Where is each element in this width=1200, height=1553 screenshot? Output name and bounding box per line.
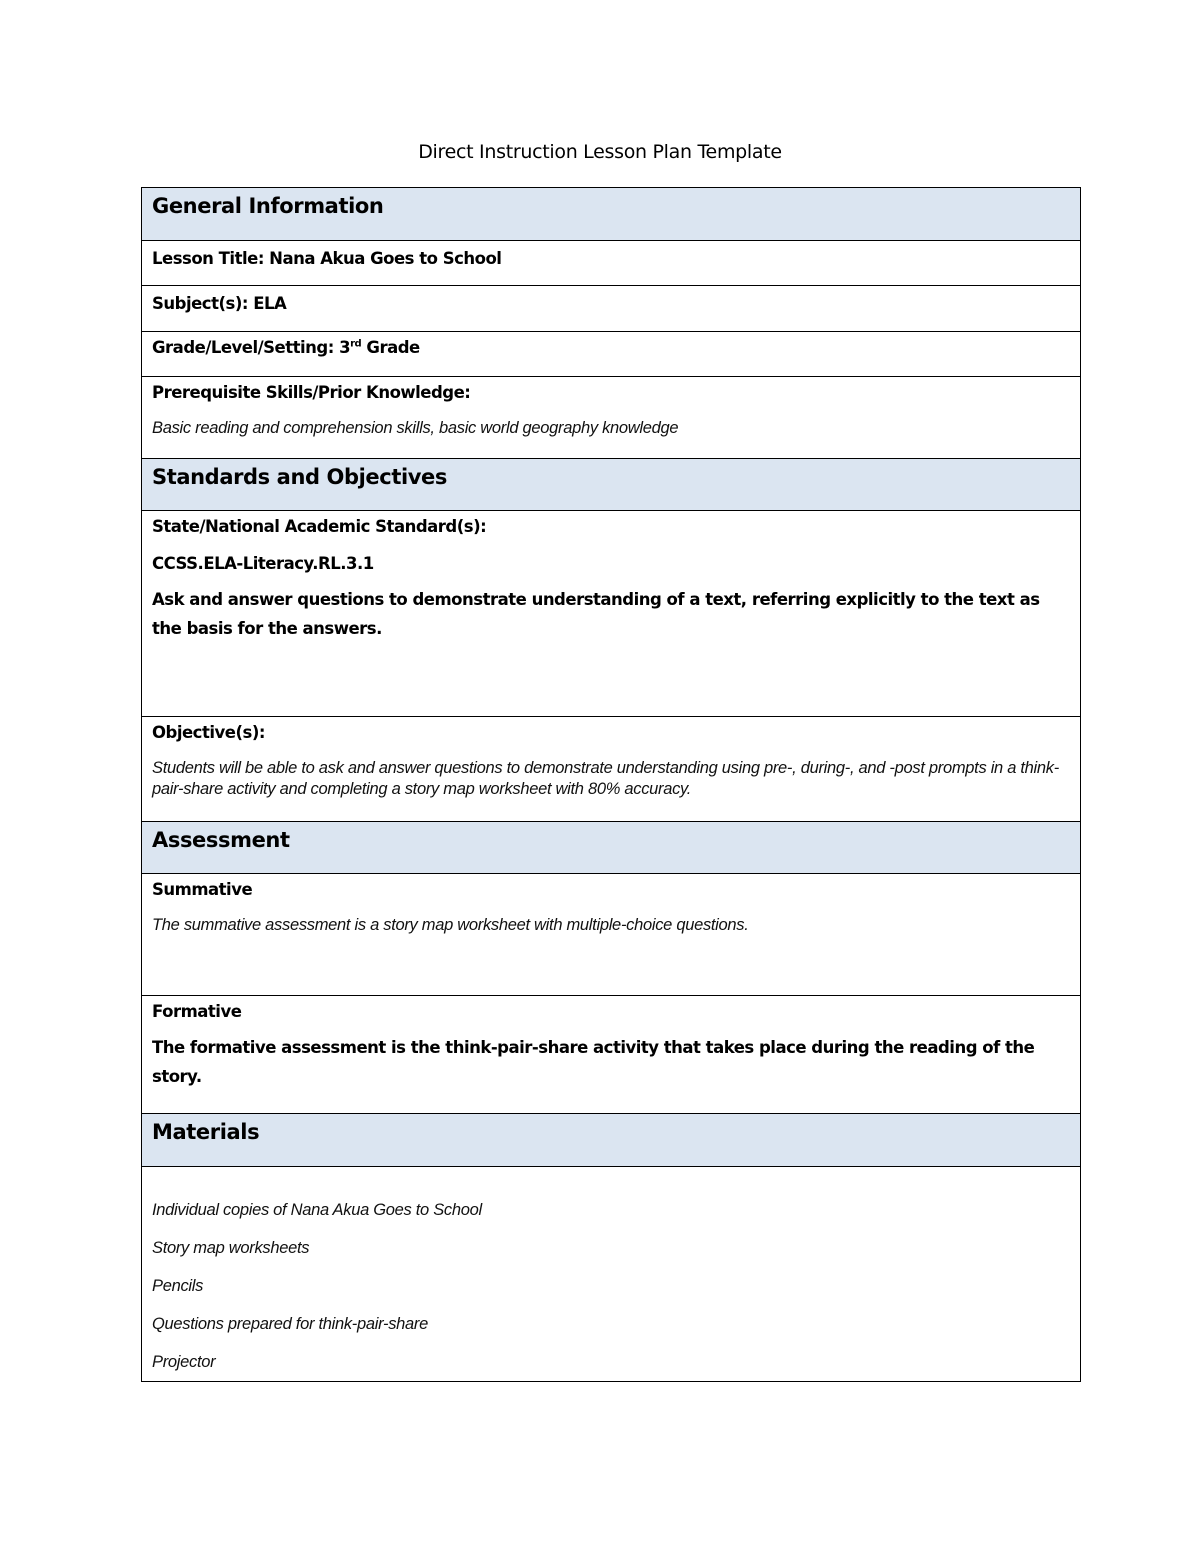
standard-label: State/National Academic Standard(s):: [152, 517, 487, 536]
section-assessment: [142, 822, 1080, 874]
section-heading: General Information: [152, 194, 384, 218]
grade-suffix: Grade: [361, 338, 420, 357]
material-item: Pencils: [152, 1277, 204, 1295]
standard-text: Ask and answer questions to demonstrate understanding of a text, referring explicitly to the text as the basis for the answers.: [152, 590, 1040, 638]
material-item: Individual copies of Nana Akua Goes to School: [152, 1201, 482, 1219]
prerequisite-label: Prerequisite Skills/Prior Knowledge:: [152, 383, 471, 402]
section-standards-objectives: [142, 459, 1080, 511]
grade-prefix: Grade/Level/Setting: 3: [152, 338, 351, 357]
section-heading: Standards and Objectives: [152, 465, 447, 489]
lesson-title: Lesson Title: Nana Akua Goes to School: [152, 249, 502, 268]
materials-row: [142, 1167, 1080, 1381]
formative-label: Formative: [152, 1002, 242, 1021]
subjects: Subject(s): ELA: [152, 294, 287, 313]
material-item: Questions prepared for think-pair-share: [152, 1315, 428, 1333]
material-item: Story map worksheets: [152, 1239, 310, 1257]
lesson-title-row: [142, 241, 1080, 286]
objectives-label: Objective(s):: [152, 723, 265, 742]
prerequisite-text: Basic reading and comprehension skills, basic world geography knowledge: [152, 419, 679, 437]
standard-code: CCSS.ELA-Literacy.RL.3.1: [152, 554, 374, 573]
section-heading: Materials: [152, 1120, 260, 1144]
objectives-row: [142, 717, 1080, 822]
standards-row: [142, 511, 1080, 717]
grade-ordinal: rd: [350, 338, 362, 350]
objectives-text: Students will be able to ask and answer questions to demonstrate understanding using pre-, during-, and -post prompts in a think-pair-share activity and completing a story map worksheet with 80% accuracy.: [152, 759, 1059, 798]
material-item: Projector: [152, 1353, 216, 1371]
formative-row: [142, 996, 1080, 1114]
document-title: Direct Instruction Lesson Plan Template: [418, 141, 782, 163]
subjects-row: [142, 286, 1080, 332]
section-heading: Assessment: [152, 828, 290, 852]
section-materials: [142, 1114, 1080, 1167]
summative-row: [142, 874, 1080, 996]
section-general-information: [142, 188, 1080, 241]
grade-row: [142, 332, 1080, 377]
prerequisite-row: [142, 377, 1080, 459]
summative-label: Summative: [152, 880, 253, 899]
grade-level-setting: [152, 332, 1070, 357]
lesson-plan-table: [141, 187, 1081, 1382]
summative-text: The summative assessment is a story map worksheet with multiple-choice questions.: [152, 916, 749, 934]
formative-text: The formative assessment is the think-pair-share activity that takes place during the reading of the story.: [152, 1038, 1035, 1086]
